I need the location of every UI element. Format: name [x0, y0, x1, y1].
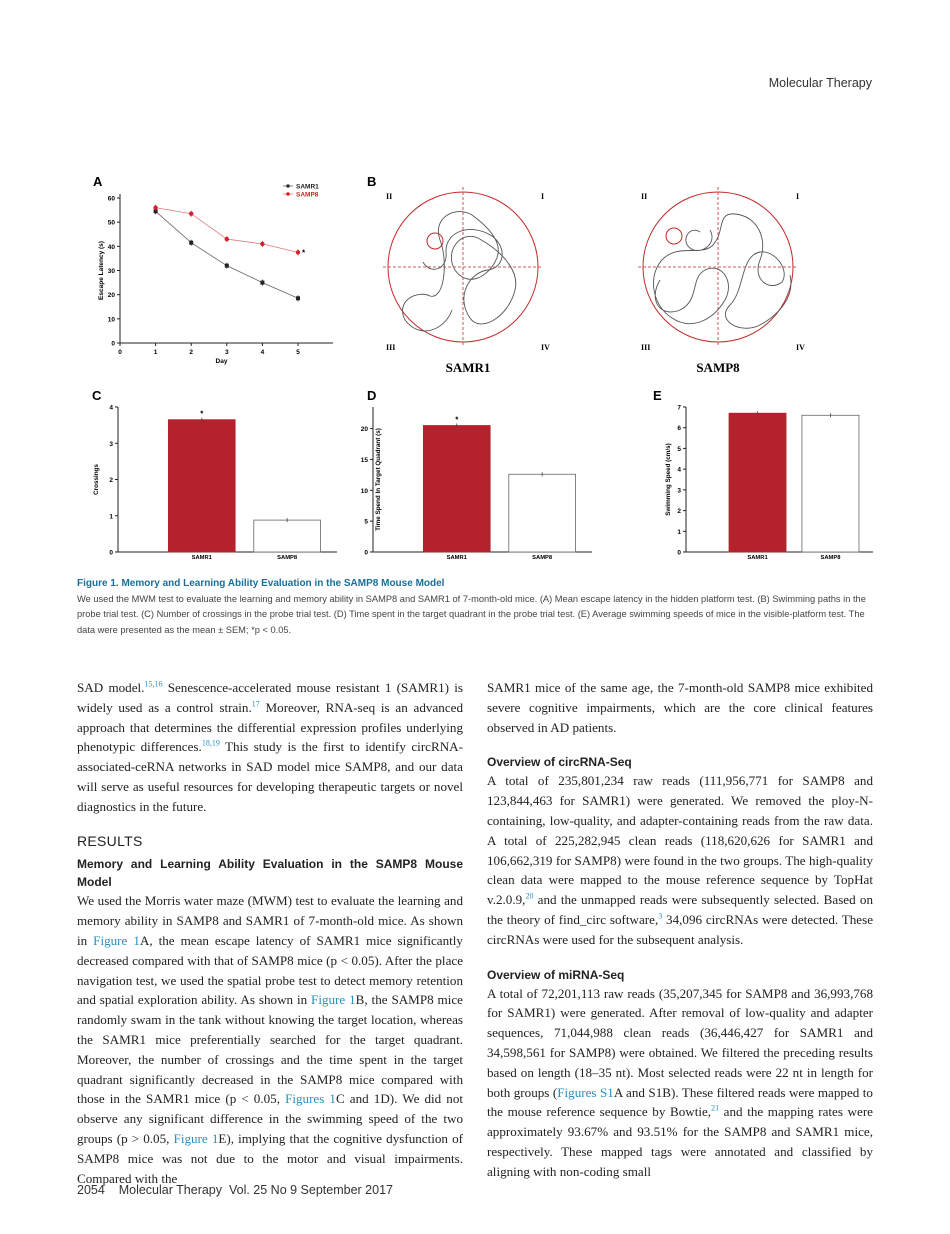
y-tick-label: 4	[677, 466, 681, 474]
y-tick-label: 20	[107, 292, 115, 300]
y-tick-label: 30	[107, 268, 115, 275]
x-tick-label: SAMP8	[820, 555, 841, 561]
pool-group-label: SAMR1	[445, 360, 491, 375]
y-tick-label: 2	[109, 477, 113, 484]
y-tick-label: 3	[109, 440, 113, 448]
x-tick-label: 2	[189, 349, 194, 356]
platform-marker	[666, 228, 682, 244]
y-tick-label: 1	[677, 528, 681, 536]
y-tick-label: 0	[111, 340, 115, 348]
citation-link[interactable]: 21	[711, 1103, 720, 1113]
mirna-heading: Overview of miRNA-Seq	[487, 967, 625, 982]
data-point-samr1	[225, 264, 229, 268]
y-tick-label: 7	[677, 404, 681, 412]
bar-samr1	[423, 426, 490, 552]
data-point-samp8	[225, 237, 229, 241]
x-tick-label: 0	[118, 349, 122, 356]
left-column	[77, 678, 463, 1188]
y-axis-label: Escape Latency (s)	[98, 241, 105, 300]
quadrant-label: II	[641, 192, 648, 201]
panel-letter-b: B	[367, 174, 377, 189]
legend-marker-samp8	[286, 192, 290, 196]
pool-samr1	[383, 187, 550, 375]
series-line-samr1	[156, 211, 298, 298]
y-axis-label: Swimming Speed (cm/s)	[665, 443, 672, 516]
data-point-samp8	[153, 205, 157, 209]
left-paragraph-2: We used the Morris water maze (MWM) test to evaluate the learning and memory ability in SAMP8 and SAMR1 of 7-month-old mice. As shown in Figure 1A, the mean escape latency of SAMR1 mice significantly decreased compared with that of SAMP8 mice (p < 0.05). After the place navigation test, we used the spatial probe test to detect memory retention and spatial exploration ability. As shown in Figure 1B, the SAMP8 mice randomly swam in the tank without knowing the target location, whereas the SAMR1 mice preferentially searched for the target quadrant. Moreover, the number of crossings and the time spent in the target quadrant significantly decreased in the SAMP8 mice compared with those in the SAMR1 mice (p < 0.05, Figures 1C and 1D). We did not observe any significant difference in the swimming speed of the two groups (p > 0.05, Figure 1E), implying that the cognitive dysfunction of SAMP8 mice was not due to the motor and visual impairments. Compared with the	[77, 893, 464, 1186]
swim-path	[654, 214, 791, 328]
footer-journal: Molecular Therapy	[118, 1183, 223, 1197]
page-footer	[77, 1183, 393, 1197]
data-point-samr1	[260, 281, 264, 285]
significance-star: *	[302, 248, 306, 258]
citation-link[interactable]: 3	[658, 911, 663, 921]
y-tick-label: 10	[360, 487, 368, 495]
citation-link[interactable]: 15,16	[144, 679, 163, 689]
data-point-samr1	[296, 296, 300, 300]
x-tick-label: SAMR1	[191, 555, 212, 561]
x-tick-label: SAMP8	[277, 555, 298, 561]
quadrant-label: IV	[541, 343, 550, 352]
y-tick-label: 0	[364, 549, 368, 557]
x-tick-label: 1	[153, 349, 158, 356]
figure-link[interactable]: Figure 1	[173, 1130, 219, 1146]
bar-samp8	[254, 520, 321, 552]
quadrant-label: I	[796, 192, 800, 201]
right-paragraph-3: A total of 72,201,113 raw reads (35,207,345 for SAMP8 and 36,993,768 for SAMR1) were generated. After removal of low-quality and adapter sequences, 71,044,988 clean reads (36,446,427 for SAMR1 and 34,598,561 for SAMP8) were obtained. We filtered the preceding results based on length (18–35 nt). Most selected reads were 22 nt in length for both groups (Figures S1A and S1B). These filtered reads were mapped to the mouse reference sequence by Bowtie,$^{21}$ and the mapping rates were approximately 93.67% and 93.51% for the SAMP8 and SAMR1 mice, respectively. These mapped tags were annotated and classified by aligning with non-coding small	[487, 985, 873, 1179]
pool-group-label: SAMP8	[696, 360, 740, 375]
panel-a-line-chart	[93, 174, 333, 365]
panel-b-swim-paths	[367, 174, 805, 375]
x-axis-label: Day	[215, 358, 228, 365]
quadrant-label: IV	[796, 343, 805, 352]
left-paragraph-1: SAD model.$^{15,16}$ Senescence-accelerated mouse resistant 1 (SAMR1) is widely used as a control strain.$^{17}$ Moreover, RNA-seq is an advanced approach that determines the differential expression profiles underlying phenotypic differences.$^{18,19}$ This study is the first to identify circRNA-associated-ceRNA networks in SAD model mice SAMP8, and our data will serve as useful resources for developing therapeutic targets or novel diagnostics in the future.	[77, 679, 463, 814]
citation-link[interactable]: 18,19	[201, 739, 220, 749]
x-tick-label: SAMR1	[446, 555, 467, 561]
y-tick-label: 10	[107, 316, 115, 324]
swim-path	[403, 212, 516, 331]
results-heading: RESULTS	[77, 832, 143, 849]
y-tick-label: 1	[109, 513, 113, 521]
caption-body: We used the MWM test to evaluate the learning and memory ability in SAMP8 and SAMR1 of 7-month-old mice. (A) Mean escape latency in the hidden platform test. (B) Swimming paths in the probe trial test. (C) Number of crossings in the probe trial test. (D) Time spent in the target quadrant in the probe trial test. (E) Average swimming speeds of mice in the visible-platform test. The data were presented as the mean ± SEM; *p < 0.05.	[77, 593, 866, 635]
y-tick-label: 15	[360, 456, 368, 464]
legend-label: SAMP8	[296, 191, 319, 199]
bar-samp8	[802, 415, 859, 552]
figure-link[interactable]: Figures S1	[557, 1084, 614, 1100]
y-tick-label: 60	[107, 195, 115, 203]
circrna-heading: Overview of circRNA-Seq	[487, 755, 632, 770]
panel-e-swim-speed-chart	[653, 388, 873, 561]
y-tick-label: 5	[364, 518, 368, 526]
y-tick-label: 0	[677, 549, 681, 557]
data-point-samp8	[260, 242, 264, 246]
data-point-samp8	[296, 250, 300, 254]
y-tick-label: 20	[360, 426, 368, 434]
significance-star: *	[455, 415, 459, 425]
y-tick-label: 3	[677, 487, 681, 495]
x-tick-label: 4	[260, 349, 265, 356]
legend-marker-samr1	[287, 185, 290, 188]
significance-star: *	[200, 409, 204, 419]
panel-letter: C	[92, 388, 102, 403]
data-point-samr1	[189, 241, 193, 245]
y-axis-label: Time Spend In Target Quadrant (s)	[375, 428, 382, 531]
y-tick-label: 4	[109, 404, 113, 412]
panel-letter: D	[367, 388, 377, 403]
page-number: 2054	[77, 1183, 105, 1197]
quadrant-label: II	[386, 192, 393, 201]
right-paragraph-1: SAMR1 mice of the same age, the 7-month-old SAMP8 mice exhibited severe cognitive impairments, which are the core clinical features observed in AD patients.	[487, 680, 873, 735]
y-tick-label: 40	[107, 243, 115, 251]
pool-samp8	[638, 187, 805, 375]
right-column	[487, 678, 873, 1182]
figure-link[interactable]: Figures 1	[285, 1091, 336, 1107]
results-subheading: Memory and Learning Ability Evaluation in the SAMP8 Mouse Model	[77, 857, 463, 890]
x-tick-label: 3	[224, 349, 229, 356]
caption-title: Figure 1. Memory and Learning Ability Evaluation in the SAMP8 Mouse Model	[77, 578, 445, 589]
x-tick-label: SAMP8	[532, 555, 553, 561]
y-tick-label: 5	[677, 445, 681, 453]
legend-label: SAMR1	[296, 183, 319, 191]
citation-link[interactable]: 17	[251, 699, 260, 709]
x-tick-label: SAMR1	[747, 555, 768, 561]
panel-letter-a: A	[93, 174, 103, 189]
quadrant-label: III	[386, 343, 396, 352]
quadrant-label: I	[541, 192, 545, 201]
figure-svg	[0, 0, 950, 570]
right-paragraph-2: A total of 235,801,234 raw reads (111,956,771 for SAMP8 and 123,844,463 for SAMR1) were generated. We removed the ploy-N-containing, low-quality, and adapter-containing reads from the raw data. A total of 225,282,945 clean reads (118,620,626 for SAMR1 and 106,662,319 for SAMP8) were found in the two groups. The high-quality clean data were mapped to the mouse reference sequence by TopHat v.2.0.9,20 and the unmapped reads were subsequently selected. Based on the theory of find_circ software,$^3$ 34,096 circRNAs were detected. These circRNAs were used for the subsequent analysis.	[487, 773, 874, 947]
citation-link[interactable]: 20	[525, 891, 534, 901]
bar-samr1	[168, 420, 235, 552]
bar-samp8	[509, 474, 576, 552]
quadrant-label: III	[641, 343, 651, 352]
x-tick-label: 5	[296, 349, 300, 356]
y-tick-label: 6	[677, 425, 681, 433]
y-axis-label: Crossings	[93, 464, 100, 495]
figure-caption	[77, 576, 873, 638]
panel-letter: E	[653, 388, 662, 403]
y-tick-label: 2	[677, 508, 681, 516]
y-tick-label: 0	[109, 549, 113, 557]
bar-samr1	[729, 413, 786, 552]
y-tick-label: 50	[107, 219, 115, 227]
panel-d-target-quadrant-chart	[361, 388, 592, 561]
figure-link[interactable]: Figure 1	[93, 932, 140, 948]
footer-volume: Vol. 25 No 9 September 2017	[228, 1183, 393, 1197]
panel-c-crossings-chart	[92, 388, 337, 561]
journal-header: Molecular Therapy	[768, 76, 872, 90]
figure-link[interactable]: Figure 1	[311, 992, 356, 1008]
data-point-samp8	[189, 212, 193, 216]
